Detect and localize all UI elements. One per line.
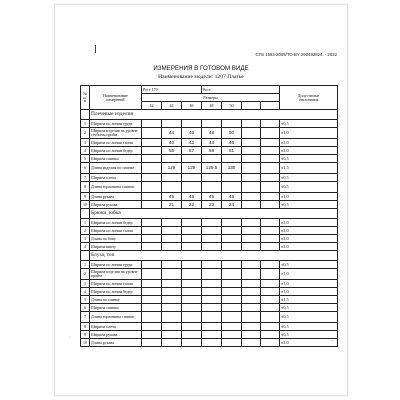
col-header-number: № п/ п xyxy=(81,86,90,110)
measurement-value xyxy=(202,339,222,347)
measurement-value xyxy=(222,120,242,128)
measurement-value xyxy=(222,280,242,288)
row-number: 9 xyxy=(81,331,90,339)
table-row xyxy=(81,128,338,139)
measurement-value: 46 xyxy=(222,139,242,147)
corner-mark-left: ⌐ xyxy=(69,334,72,339)
col-header-tolerance: Допустимые отклонения xyxy=(280,86,338,110)
measurement-value xyxy=(222,243,242,251)
measurement-value: 45 xyxy=(222,193,242,201)
measurement-value xyxy=(202,331,222,339)
measurement-value xyxy=(142,163,162,174)
table-row xyxy=(81,269,338,280)
measurement-value xyxy=(242,339,261,347)
measurement-value xyxy=(182,331,202,339)
measurement-value: 22 xyxy=(182,201,202,209)
measurement-value xyxy=(261,227,280,235)
tolerance-value: ±0,5 xyxy=(280,174,338,182)
measurement-name: Длина по спинке xyxy=(90,296,142,304)
measurement-name: Ширина по линии груди xyxy=(90,120,142,128)
tolerance-value: ±0,5 xyxy=(280,261,338,269)
tolerance-value: ±0,5 xyxy=(280,120,338,128)
measurement-value xyxy=(182,269,202,280)
tolerance-value: ±1,0 xyxy=(280,243,338,251)
measurement-value xyxy=(261,312,280,323)
measurement-name: Ширина спинки xyxy=(90,304,142,312)
corner-mark-right: ¬ xyxy=(331,338,334,343)
measurement-value xyxy=(261,182,280,193)
row-number: 1 xyxy=(81,219,90,227)
measurement-value xyxy=(261,193,280,201)
row-number: 10 xyxy=(81,201,90,209)
measurement-value xyxy=(162,243,182,251)
measurement-value xyxy=(162,280,182,288)
measurement-value xyxy=(162,312,182,323)
tolerance-value: ±1,0 xyxy=(280,139,338,147)
row-number: 3 xyxy=(81,139,90,147)
tolerance-value: ±0,5 xyxy=(280,331,338,339)
measurement-name: Длина рукава xyxy=(90,193,142,201)
measurement-value xyxy=(261,304,280,312)
measurement-value: 129 xyxy=(182,163,202,174)
measurement-value xyxy=(142,331,162,339)
measurements-table xyxy=(80,85,338,347)
measurement-value xyxy=(182,243,202,251)
measurement-value xyxy=(162,261,182,269)
measurement-value xyxy=(261,174,280,182)
measurement-value xyxy=(142,261,162,269)
measurement-value xyxy=(202,174,222,182)
sizes-label: Размеры xyxy=(142,94,280,102)
measurement-value xyxy=(162,296,182,304)
measurement-value xyxy=(261,331,280,339)
tolerance-value: ±0,5 xyxy=(280,304,338,312)
table-row xyxy=(81,304,338,312)
size-header xyxy=(261,102,280,110)
measurement-value xyxy=(142,147,162,155)
measurement-value xyxy=(162,304,182,312)
measurement-value xyxy=(261,235,280,243)
measurement-value: 24 xyxy=(222,201,242,209)
measurement-value: 61 xyxy=(222,147,242,155)
measurement-value xyxy=(242,182,261,193)
measurement-name: Ширина по линии талии xyxy=(90,227,142,235)
table-row xyxy=(81,323,338,331)
measurement-name: Ширина спинки xyxy=(90,155,142,163)
section-title: Брюки, юбка xyxy=(90,209,338,219)
measurement-value xyxy=(142,128,162,139)
size-header: 46 xyxy=(182,102,202,110)
measurement-value xyxy=(242,269,261,280)
row-number: 2 xyxy=(81,227,90,235)
row-number: 3 xyxy=(81,235,90,243)
measurement-value xyxy=(222,219,242,227)
measurement-value xyxy=(242,163,261,174)
table-row xyxy=(81,227,338,235)
row-number: 2 xyxy=(81,128,90,139)
measurement-value: 48 xyxy=(202,128,222,139)
measurement-value xyxy=(261,261,280,269)
measurement-name: Ширина плеча xyxy=(90,323,142,331)
measurement-value: 42 xyxy=(182,139,202,147)
measurement-value xyxy=(222,269,242,280)
measurement-value: 21 xyxy=(162,201,182,209)
measurement-value xyxy=(162,269,182,280)
measurement-value xyxy=(142,288,162,296)
table-row xyxy=(81,235,338,243)
tolerance-value: ±1,0 xyxy=(280,235,338,243)
measurement-value xyxy=(202,155,222,163)
measurement-value xyxy=(142,304,162,312)
measurement-value xyxy=(142,312,162,323)
measurement-value: 45 xyxy=(162,193,182,201)
tolerance-value: ±1,5 xyxy=(280,163,338,174)
row-number: 8 xyxy=(81,182,90,193)
section-number-cell xyxy=(81,209,90,219)
measurement-value xyxy=(182,182,202,193)
tolerance-value: ±1,0 xyxy=(280,193,338,201)
measurement-name: Ширина по линии груди xyxy=(90,261,142,269)
measurement-value xyxy=(142,269,162,280)
tolerance-value: ±0,5 xyxy=(280,155,338,163)
row-number: 7 xyxy=(81,312,90,323)
measurement-value xyxy=(222,155,242,163)
table-row xyxy=(81,312,338,323)
measurement-value xyxy=(202,269,222,280)
table-row xyxy=(81,243,338,251)
measurement-value xyxy=(242,261,261,269)
measurement-name: Ширина рукава xyxy=(90,201,142,209)
measurement-value xyxy=(242,235,261,243)
measurement-value xyxy=(242,201,261,209)
measurement-value xyxy=(142,155,162,163)
measurement-name: Ширина по линии бедер xyxy=(90,288,142,296)
tolerance-value: ±1,0 xyxy=(280,288,338,296)
tolerance-value: ±1,0 xyxy=(280,280,338,288)
measurement-value xyxy=(222,182,242,193)
measurement-value xyxy=(261,128,280,139)
measurement-value xyxy=(202,296,222,304)
measurement-value xyxy=(182,288,202,296)
row-number: 4 xyxy=(81,147,90,155)
measurement-name: Ширина изделия на уровне пройм xyxy=(90,269,142,280)
measurement-value: 44 xyxy=(202,139,222,147)
measurement-value xyxy=(242,155,261,163)
row-number: 8 xyxy=(81,323,90,331)
measurement-value xyxy=(182,312,202,323)
measurement-value: 57 xyxy=(182,147,202,155)
table-row xyxy=(81,331,338,339)
measurement-value xyxy=(222,227,242,235)
table-row xyxy=(81,288,338,296)
table-row xyxy=(81,201,338,209)
row-number: 4 xyxy=(81,243,90,251)
measurement-value xyxy=(242,193,261,201)
measurement-value xyxy=(261,323,280,331)
measurement-value xyxy=(182,155,202,163)
measurement-value xyxy=(182,261,202,269)
tolerance-value: ±1,0 xyxy=(280,219,338,227)
tolerance-value: ±1,5 xyxy=(280,296,338,304)
measurement-value xyxy=(162,182,182,193)
measurement-value xyxy=(182,296,202,304)
measurement-value xyxy=(242,312,261,323)
measurement-value xyxy=(162,219,182,227)
measurement-value: 129 xyxy=(162,163,182,174)
measurement-value xyxy=(242,128,261,139)
measurement-value xyxy=(142,323,162,331)
table-row xyxy=(81,182,338,193)
measurement-name: Длина рукава xyxy=(90,339,142,347)
measurement-value xyxy=(182,227,202,235)
measurement-value xyxy=(162,331,182,339)
measurement-value xyxy=(261,269,280,280)
measurement-name: Длина горловины спинки xyxy=(90,182,142,193)
measurement-value xyxy=(162,323,182,331)
row-number: 6 xyxy=(81,304,90,312)
measurement-value xyxy=(261,280,280,288)
measurement-value xyxy=(261,120,280,128)
measurement-value xyxy=(222,174,242,182)
measurement-value xyxy=(261,296,280,304)
measurement-name: Ширина по линии бедер xyxy=(90,219,142,227)
measurement-value xyxy=(261,155,280,163)
measurement-value: 23 xyxy=(202,201,222,209)
measurement-value xyxy=(182,120,202,128)
measurement-name: Ширина плеча xyxy=(90,174,142,182)
measurement-value xyxy=(202,219,222,227)
table-row xyxy=(81,280,338,288)
measurement-value xyxy=(242,120,261,128)
row-number: 7 xyxy=(81,174,90,182)
measurement-value xyxy=(222,331,242,339)
measurement-value xyxy=(222,235,242,243)
measurement-value xyxy=(242,323,261,331)
measurement-value xyxy=(222,304,242,312)
document-page xyxy=(54,4,348,396)
measurement-value xyxy=(162,288,182,296)
measurement-value: 129.5 xyxy=(202,163,222,174)
measurement-value xyxy=(142,339,162,347)
measurement-value: 50 xyxy=(222,128,242,139)
row-number: 9 xyxy=(81,193,90,201)
measurement-value xyxy=(242,227,261,235)
measurement-value xyxy=(202,304,222,312)
measurement-value xyxy=(142,182,162,193)
row-number: 2 xyxy=(81,269,90,280)
tolerance-value: ±0,5 xyxy=(280,323,338,331)
table-row xyxy=(81,147,338,155)
measurement-value xyxy=(242,280,261,288)
measurement-value xyxy=(182,219,202,227)
measurement-value xyxy=(142,280,162,288)
measurement-value xyxy=(162,120,182,128)
section-number-cell xyxy=(81,251,90,261)
measurement-value xyxy=(222,312,242,323)
measurement-value xyxy=(261,139,280,147)
measurement-value xyxy=(182,323,202,331)
measurement-value xyxy=(142,201,162,209)
tolerance-value: ±0,5 xyxy=(280,201,338,209)
measurement-value xyxy=(142,296,162,304)
measurement-value xyxy=(222,296,242,304)
measurement-value xyxy=(202,235,222,243)
tolerance-value: ±0,5 xyxy=(280,312,338,323)
measurement-value xyxy=(182,235,202,243)
measurement-value xyxy=(261,147,280,155)
tolerance-value: ±0,5 xyxy=(280,182,338,193)
section-number-cell xyxy=(81,110,90,120)
table-row xyxy=(81,155,338,163)
measurement-value: 45 xyxy=(202,193,222,201)
table-row xyxy=(81,296,338,304)
row-number: 10 xyxy=(81,339,90,347)
table-row xyxy=(81,139,338,147)
measurement-value xyxy=(142,243,162,251)
measurement-value xyxy=(162,227,182,235)
measurement-value xyxy=(202,120,222,128)
measurement-value xyxy=(142,227,162,235)
measurement-value xyxy=(242,219,261,227)
measurement-value xyxy=(222,339,242,347)
measurement-value xyxy=(142,120,162,128)
measurement-value: 59 xyxy=(202,147,222,155)
measurement-value xyxy=(142,219,162,227)
measurement-value xyxy=(261,163,280,174)
measurement-value xyxy=(202,323,222,331)
row-number: 1 xyxy=(81,261,90,269)
row-number: 3 xyxy=(81,280,90,288)
tolerance-value: ±1,0 xyxy=(280,339,338,347)
measurement-value: 46 xyxy=(182,128,202,139)
measurement-value xyxy=(182,174,202,182)
col-header-name: Наименование измерений xyxy=(90,86,142,110)
measurement-value xyxy=(162,339,182,347)
section-title: Плечевые изделия xyxy=(90,110,338,120)
row-number: 6 xyxy=(81,163,90,174)
table-row xyxy=(81,339,338,347)
measurement-value xyxy=(242,331,261,339)
measurement-name: Ширина изделия на уровне глубины пройм xyxy=(90,128,142,139)
size-header: 48 xyxy=(202,102,222,110)
measurement-value xyxy=(142,193,162,201)
measurement-value xyxy=(202,243,222,251)
size-header: 42 xyxy=(142,102,162,110)
measurement-name: Длина горловины спинки xyxy=(90,312,142,323)
height-label-primary: Рост 170 xyxy=(142,86,202,94)
measurement-value xyxy=(202,288,222,296)
table-row xyxy=(81,219,338,227)
measurement-value xyxy=(222,323,242,331)
measurement-value xyxy=(182,280,202,288)
row-number: 1 xyxy=(81,120,90,128)
measurement-value xyxy=(222,261,242,269)
table-row xyxy=(81,261,338,269)
measurement-value xyxy=(242,174,261,182)
measurement-value xyxy=(261,243,280,251)
measurement-value: 40 xyxy=(162,139,182,147)
measurement-value xyxy=(242,147,261,155)
measurement-name: Длина изделия по спинке xyxy=(90,163,142,174)
tolerance-value: ±1,0 xyxy=(280,128,338,139)
measurement-value xyxy=(202,280,222,288)
measurement-value xyxy=(162,155,182,163)
size-header xyxy=(242,102,261,110)
row-number: 4 xyxy=(81,288,90,296)
height-label-secondary: Рост xyxy=(202,86,280,94)
measurement-value xyxy=(202,227,222,235)
table-row xyxy=(81,174,338,182)
measurement-name: Ширина рукава xyxy=(90,331,142,339)
measurement-value xyxy=(162,174,182,182)
measurement-value xyxy=(242,139,261,147)
measurement-value xyxy=(142,174,162,182)
row-number: 5 xyxy=(81,296,90,304)
measurement-value: 55 xyxy=(162,147,182,155)
measurement-value xyxy=(222,288,242,296)
document-code: СТБ 1593-2005/ТО-BY 290492824. - 2022 xyxy=(255,52,337,57)
measurement-value xyxy=(142,235,162,243)
measurement-value xyxy=(242,288,261,296)
measurement-value xyxy=(202,312,222,323)
measurement-value xyxy=(182,304,202,312)
measurement-value xyxy=(142,139,162,147)
table-row xyxy=(81,193,338,201)
measurement-value xyxy=(182,339,202,347)
size-header: 44 xyxy=(162,102,182,110)
measurement-value xyxy=(261,201,280,209)
size-header: 50 xyxy=(222,102,242,110)
section-title: Блуза, топ xyxy=(90,251,338,261)
measurement-name: Ширина по линии талии xyxy=(90,139,142,147)
measurement-value xyxy=(202,261,222,269)
measurement-name: Ширина внизу xyxy=(90,243,142,251)
measurement-value xyxy=(261,339,280,347)
measurement-name: Ширина по линии талии xyxy=(90,280,142,288)
measurement-value xyxy=(261,219,280,227)
measurement-value xyxy=(162,235,182,243)
measurement-name: Длина по боку xyxy=(90,235,142,243)
measurement-value xyxy=(242,304,261,312)
measurement-name: Ширина по линии бедер xyxy=(90,147,142,155)
document-title: ИЗМЕРЕНИЯ В ГОТОВОМ ВИДЕ xyxy=(153,65,249,72)
table-row xyxy=(81,163,338,174)
tolerance-value: ±1,0 xyxy=(280,147,338,155)
measurement-value xyxy=(242,296,261,304)
measurement-value: 44 xyxy=(162,128,182,139)
measurement-value xyxy=(242,243,261,251)
tolerance-value: ±1,0 xyxy=(280,269,338,280)
model-name: Наименование модели: 1207 Платье xyxy=(158,74,244,80)
tolerance-value: ±1,0 xyxy=(280,227,338,235)
measurement-value xyxy=(202,182,222,193)
table-row xyxy=(81,120,338,128)
text-cursor xyxy=(95,45,96,53)
measurement-value: 45 xyxy=(182,193,202,201)
measurement-value: 130 xyxy=(222,163,242,174)
row-number: 5 xyxy=(81,155,90,163)
measurement-value xyxy=(261,288,280,296)
